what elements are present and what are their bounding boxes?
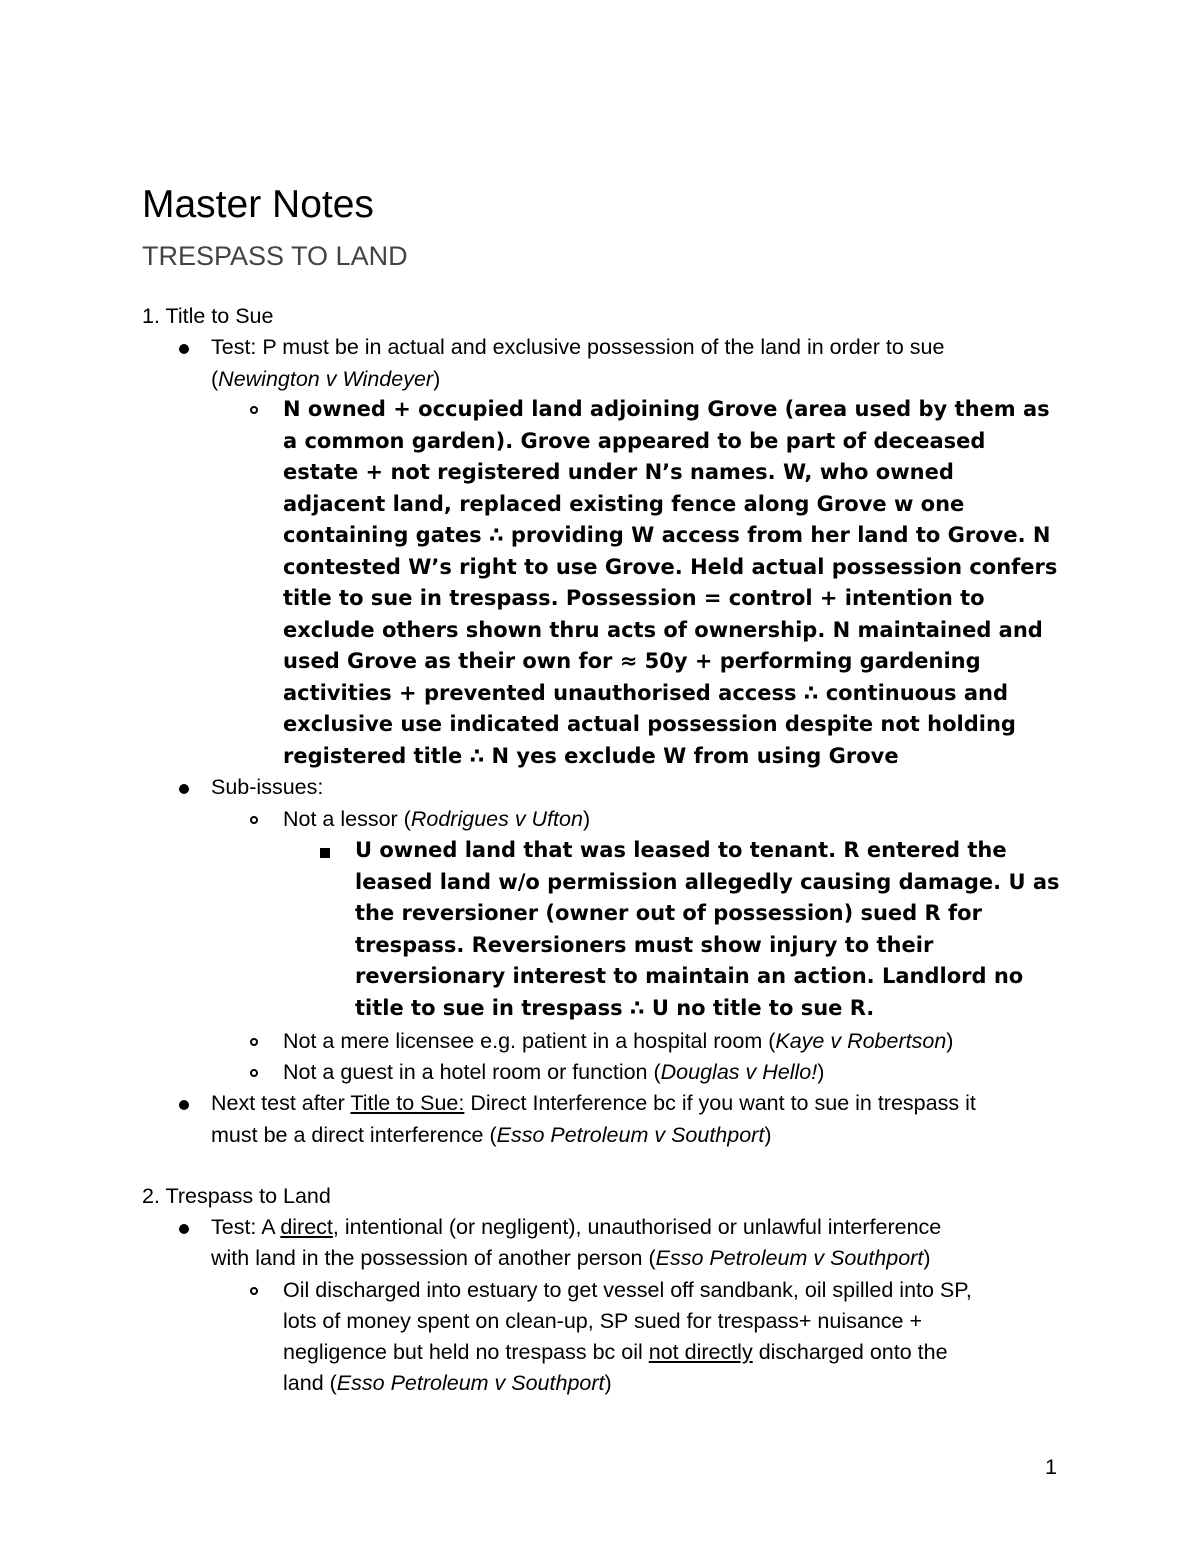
not-a-guest: Not a guest in a hotel room or function (Douglas v Hello!) [283,1060,825,1084]
bullet-disc [179,1100,189,1110]
facts-line: containing gates ∴ providing W access from her land to Grove. N [283,523,1051,547]
case-citation: Newington v Windeyer [218,367,434,391]
test-line-1: Test: P must be in actual and exclusive possession of the land in order to sue [211,335,945,359]
oil-line-3: negligence but held no trespass bc oil not directly discharged onto the [283,1340,948,1364]
facts-line: reversionary interest to maintain an action. Landlord no [355,964,1024,988]
facts-line: leased land w/o permission allegedly causing damage. U as [355,869,1060,894]
facts-line: trespass. Reversioners must show injury to their [355,932,934,957]
facts-line: the reversioner (owner out of possession) sued R for [355,901,982,925]
case-citation: Douglas v Hello! [660,1060,818,1084]
bullet-circle [250,816,258,824]
case-citation: Esso Petroleum v Southport [336,1371,605,1395]
not-a-lessor: Not a lessor (Rodrigues v Ufton) [283,807,591,831]
facts-line: estate + not registered under N’s names. W, who owned [283,460,954,484]
page-title: Master Notes [142,183,374,226]
bullet-square [320,848,330,858]
case-citation: Esso Petroleum v Southport [496,1123,765,1147]
next-test-line-1: Next test after Title to Sue: Direct Interference bc if you want to sue in trespass it [211,1091,976,1115]
bullet-circle [250,406,258,414]
facts-line: exclude others shown thru acts of ownership. N maintained and [283,617,1043,642]
facts-line: N owned + occupied land adjoining Grove (area used by them as [283,397,1050,421]
bullet-circle [250,1038,258,1046]
rodrigues-facts [355,835,1060,1024]
sub-issues-label: Sub-issues: [211,775,324,799]
facts-line: used Grove as their own for ≈ 50y + performing gardening [283,649,981,673]
bullet-circle [250,1069,258,1077]
case-citation: Esso Petroleum v Southport [655,1246,924,1270]
facts-line: title to sue in trespass. Possession = control + intention to [283,586,985,610]
facts-line: contested W’s right to use Grove. Held actual possession confers [283,554,1058,579]
not-a-licensee: Not a mere licensee e.g. patient in a hospital room (Kaye v Robertson) [283,1029,954,1053]
oil-line-1: Oil discharged into estuary to get vessel off sandbank, oil spilled into SP, [283,1278,972,1302]
facts-line: exclusive use indicated actual possession despite not holding [283,712,1016,736]
page-number: 1 [1045,1455,1057,1479]
newington-facts [283,394,1057,772]
oil-line-2: lots of money spent on clean-up, SP sued for trespass+ nuisance + [283,1309,923,1333]
bullet-disc [179,1224,189,1234]
section-heading-trespass-to-land: 2. Trespass to Land [142,1184,331,1208]
facts-line: registered title ∴ N yes exclude W from using Grove [283,743,899,768]
bullet-circle [250,1287,258,1295]
oil-line-4: land (Esso Petroleum v Southport) [283,1371,612,1395]
section-heading-title-to-sue: 1. Title to Sue [142,304,274,328]
test-line-2: (Newington v Windeyer) [211,367,441,391]
s2-test-line-2: with land in the possession of another person (Esso Petroleum v Southport) [211,1246,931,1270]
bullet-disc [179,344,189,354]
facts-line: adjacent land, replaced existing fence along Grove w one [283,491,965,516]
facts-line: title to sue in trespass ∴ U no title to sue R. [355,995,875,1020]
facts-line: activities + prevented unauthorised access ∴ continuous and [283,680,1009,705]
next-test-line-2: must be a direct interference (Esso Petroleum v Southport) [211,1123,772,1147]
case-citation: Kaye v Robertson [775,1029,947,1053]
facts-line: a common garden). Grove appeared to be part of deceased [283,428,986,453]
case-citation: Rodrigues v Ufton [410,807,583,831]
facts-line: U owned land that was leased to tenant. R entered the [355,838,1007,862]
s2-test-line-1: Test: A direct, intentional (or negligent), unauthorised or unlawful interference [211,1215,942,1239]
bullet-disc [179,784,189,794]
page-subtitle: TRESPASS TO LAND [142,241,408,271]
